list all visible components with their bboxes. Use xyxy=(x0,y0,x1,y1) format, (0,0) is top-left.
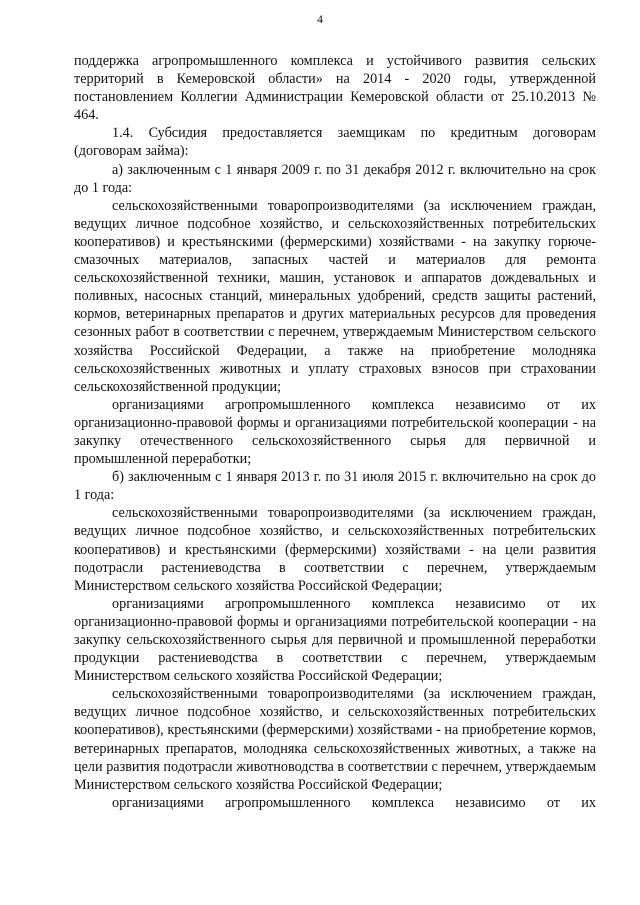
paragraph-item-a: а) заключенным с 1 января 2009 г. по 31 декабря 2012 г. включительно на срок до 1 года: xyxy=(74,161,596,196)
paragraph-a-organizations: организациями агропромышленного комплекса независимо от их организационно-правовой формы и организациями потребительской кооперации - на закупку отечественного сельскохозяйственного сырья для первичной и промышленной переработки; xyxy=(74,396,596,468)
paragraph-b-producers-livestock: сельскохозяйственными товаропроизводителями (за исключением граждан, ведущих личное подсобное хозяйство, и сельскохозяйственных потребительских кооперативов), крестьянскими (фермерскими) хозяйствами - на приобретение кормов, ветеринарных препаратов, молодняка сельскохозяйственных животных, а также на цели развития подотрасли животноводства в соответствии с перечнем, утверждаемым Министерством сельского хозяйства Российской Федерации; xyxy=(74,686,596,793)
document-body xyxy=(74,52,596,812)
paragraph-b-producers-crops: сельскохозяйственными товаропроизводителями (за исключением граждан, ведущих личное подсобное хозяйство, и сельскохозяйственных потребительских кооперативов) и крестьянскими (фермерскими) хозяйствами - на цели развития подотрасли растениеводства в соответствии с перечнем, утверждаемым Министерством сельского хозяйства Российской Федерации; xyxy=(74,505,596,594)
paragraph-a-producers: сельскохозяйственными товаропроизводителями (за исключением граждан, ведущих личное подсобное хозяйство, и сельскохозяйственных потребительских кооперативов) и крестьянскими (фермерскими) хозяйствами - на закупку горюче-смазочных материалов, запасных частей и материалов для ремонта сельскохозяйственной техники, машин, установок и аппаратов дождевальных и поливных, насосных станций, минеральных удобрений, средств защиты растений, кормов, ветеринарных препаратов и других материальных ресурсов для проведения сезонных работ в соответствии с перечнем, утверждаемым Министерством сельского хозяйства Российской Федерации, а также на приобретение молодняка сельскохозяйственных животных и уплату страховых взносов при страховании сельскохозяйственной продукции; xyxy=(74,197,596,395)
paragraph-b-organizations-crops: организациями агропромышленного комплекса независимо от их организационно-правовой формы и организациями потребительской кооперации - на закупку сельскохозяйственного сырья для первичной и промышленной переработки продукции растениеводства в соответствии с перечнем, утверждаемым Министерством сельского хозяйства Российской Федерации; xyxy=(74,595,596,685)
paragraph-b-organizations-livestock: организациями агропромышленного комплекса независимо от их xyxy=(112,794,596,811)
paragraph-item-b: б) заключенным с 1 января 2013 г. по 31 июля 2015 г. включительно на срок до 1 года: xyxy=(74,469,596,504)
paragraph-clause-1-4: 1.4. Субсидия предоставляется заемщикам по кредитным договорам (договорам займа): xyxy=(74,125,596,160)
page-number: 4 xyxy=(317,12,323,26)
paragraph-continuation: поддержка агропромышленного комплекса и устойчивого развития сельских территорий в Кемеровской области» на 2014 - 2020 годы, утвержденной постановлением Коллегии Администрации Кемеровской области от 25.10.2013 № 464. xyxy=(74,53,596,124)
